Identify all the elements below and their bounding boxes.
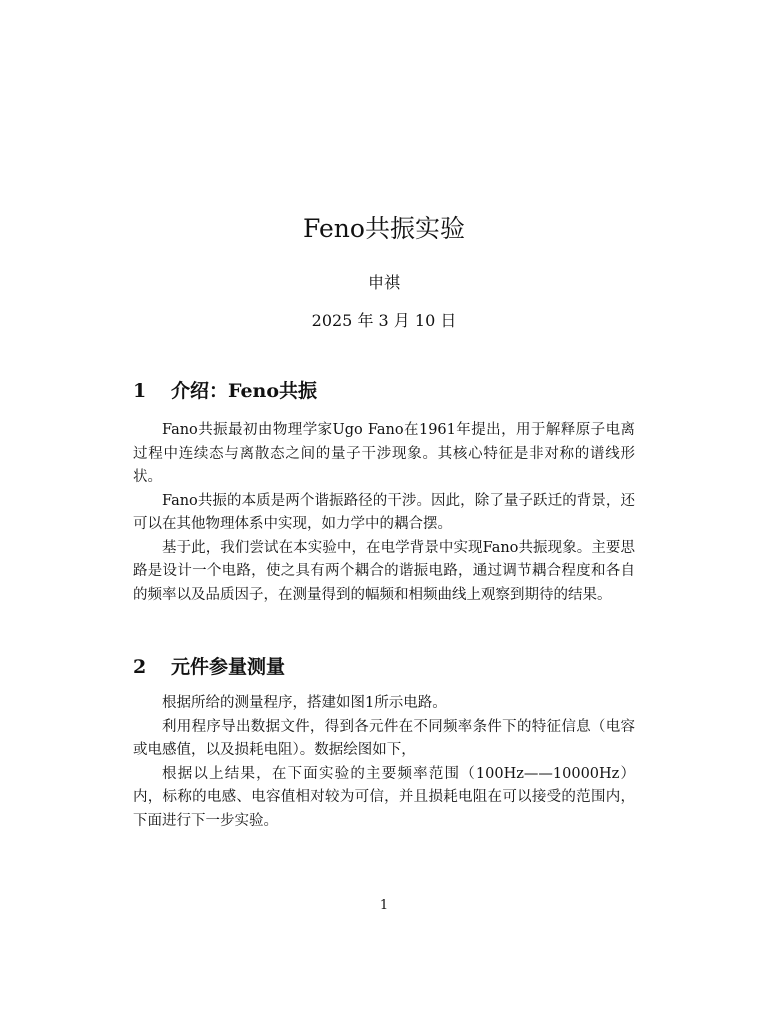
section-2-paragraph-3: 根据以上结果，在下面实验的主要频率范围（100Hz——10000Hz）内，标称的电感、电容值相对较为可信，并且损耗电阻在可以接受的范围内，下面进行下一步实验。 [133, 765, 635, 829]
section-2-heading [133, 653, 653, 681]
page-number: 1 [379, 898, 389, 913]
section-1-heading [133, 377, 653, 405]
section-2-title: 元件参量测量 [171, 656, 286, 678]
document-date: 2025 年 3 月 10 日 [311, 311, 457, 330]
section-2-paragraph-2: 利用程序导出数据文件，得到各元件在不同频率条件下的特征信息（电容或电感值，以及损耗电阻）。数据绘图如下， [133, 718, 635, 758]
document-title: Feno共振实验 [303, 214, 465, 243]
section-2-paragraph-1: 根据所给的测量程序，搭建如图1所示电路。 [162, 695, 447, 711]
section-1-paragraph-3: 基于此，我们尝试在本实验中，在电学背景中实现Fano共振现象。主要思路是设计一个电路，使之具有两个耦合的谐振电路，通过调节耦合程度和各自的频率以及品质因子，在测量得到的幅频和相频曲线上观察到期待的结果。 [133, 539, 635, 603]
section-1-paragraph-1: Fano共振最初由物理学家Ugo Fano在1961年提出，用于解释原子电离过程中连续态与离散态之间的量子干涉现象。其核心特征是非对称的谱线形状。 [133, 422, 635, 485]
section-1-paragraph-2: Fano共振的本质是两个谐振路径的干涉。因此，除了量子跃迁的背景，还可以在其他物理体系中实现，如力学中的耦合摆。 [133, 492, 635, 532]
section-2-number: 2 [133, 656, 147, 678]
section-1-number: 1 [133, 380, 147, 402]
document-author: 申祺 [367, 273, 400, 292]
section-2-body [133, 692, 635, 833]
section-1-title: 介绍：Feno共振 [171, 380, 318, 402]
section-1-body [133, 419, 635, 607]
